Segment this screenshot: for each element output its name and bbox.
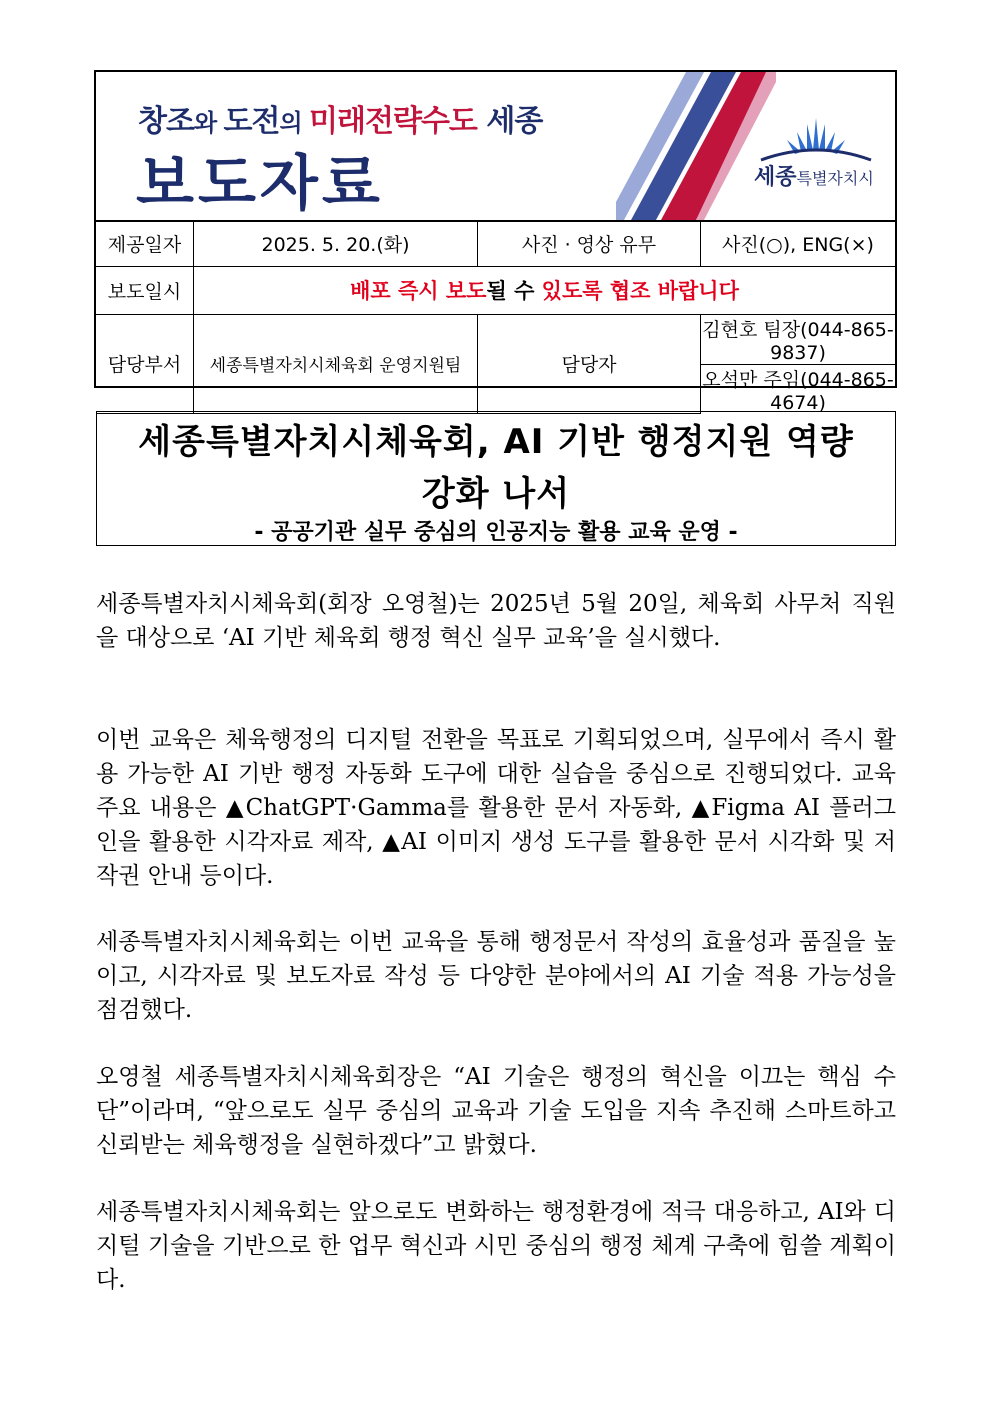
headline-box xyxy=(96,411,896,546)
headline-line2: 강화 나서 xyxy=(421,474,571,514)
contact-label: 담당자 xyxy=(478,314,701,414)
slogan-part: 세종 xyxy=(476,104,543,139)
slogan-part: 도전 xyxy=(223,104,280,139)
slogan-part: 와 xyxy=(193,109,224,137)
body-paragraph: 세종특별자치시체육회는 이번 교육을 통해 행정문서 작성의 효율성과 품질을 높이고, 시각자료 및 보도자료 작성 등 다양한 분야에서의 AI 기술 적용 가능성을 점검했다. xyxy=(96,929,896,1023)
media-value: 사진(○), ENG(×) xyxy=(701,221,896,266)
body-paragraph: 세종특별자치시체육회(회장 오영철)는 2025년 5월 20일, 체육회 사무처 직원을 대상으로 ‘AI 기반 체육회 행정 혁신 실무 교육’을 실시했다. xyxy=(96,591,896,651)
release-note-red: 배포 즉시 보도 xyxy=(350,279,487,303)
provide-date: 2025. 5. 20.(화) xyxy=(194,221,478,266)
slogan-part: 미래전략수도 xyxy=(309,104,477,139)
provide-date-label: 제공일자 xyxy=(96,221,194,266)
contact-2: 오석만 주임(044-865-4674) xyxy=(701,364,896,414)
info-table xyxy=(96,220,895,414)
banner xyxy=(96,72,895,220)
slogan-part: 의 xyxy=(279,109,310,137)
release-label: 보도일시 xyxy=(96,266,194,314)
slogan xyxy=(138,96,542,140)
contact-1: 김현호 팀장(044-865-9837) xyxy=(701,314,896,364)
logo-name: 세종 xyxy=(754,165,797,190)
headline-line1: 세종특별자치시체육회, AI 기반 행정지원 역량 xyxy=(138,422,854,462)
dept-value: 세종특별자치시체육회 운영지원팀 xyxy=(194,314,478,414)
slogan-part: 창조 xyxy=(138,104,194,139)
body-paragraph: 이번 교육은 체육행정의 디지털 전환을 목표로 기획되었으며, 실무에서 즉시 활용 가능한 AI 기반 행정 자동화 도구에 대한 실습을 중심으로 진행되었다. 교육 주요 내용은 ▲ChatGPT·Gamma를 활용한 문서 자동화, ▲Figma AI 플러그인을 활용한 시각자료 제작, ▲AI 이미지 생성 도구를 활용한 문서 시각화 및 저작권 안내 등이다. xyxy=(96,727,896,889)
page-title: 보도자료 xyxy=(136,149,384,219)
media-label: 사진 · 영상 유무 xyxy=(478,221,701,266)
sejong-logo-text xyxy=(754,160,874,191)
press-header xyxy=(94,70,897,414)
headline-subtitle: - 공공기관 실무 중심의 인공지능 활용 교육 운영 - xyxy=(254,520,738,545)
body-paragraph: 오영철 세종특별자치시체육회장은 “AI 기술은 행정의 혁신을 이끄는 핵심 수단”이라며, “앞으로도 실무 중심의 교육과 기술 도입을 지속 추진해 스마트하고 신뢰받는 체육행정을 실현하겠다”고 밝혔다. xyxy=(96,1064,896,1158)
body-paragraph: 세종특별자치시체육회는 앞으로도 변화하는 행정환경에 적극 대응하고, AI와 디지털 기술을 기반으로 한 업무 혁신과 시민 중심의 행정 체계 구축에 힘쓸 계획이다. xyxy=(96,1199,896,1293)
release-note-black: 될 수 xyxy=(486,279,542,303)
logo-suffix: 특별자치시 xyxy=(796,169,874,188)
release-note-red2: 있도록 협조 바랍니다 xyxy=(541,279,739,303)
dept-label: 담당부서 xyxy=(96,314,194,414)
release-note xyxy=(194,266,896,314)
